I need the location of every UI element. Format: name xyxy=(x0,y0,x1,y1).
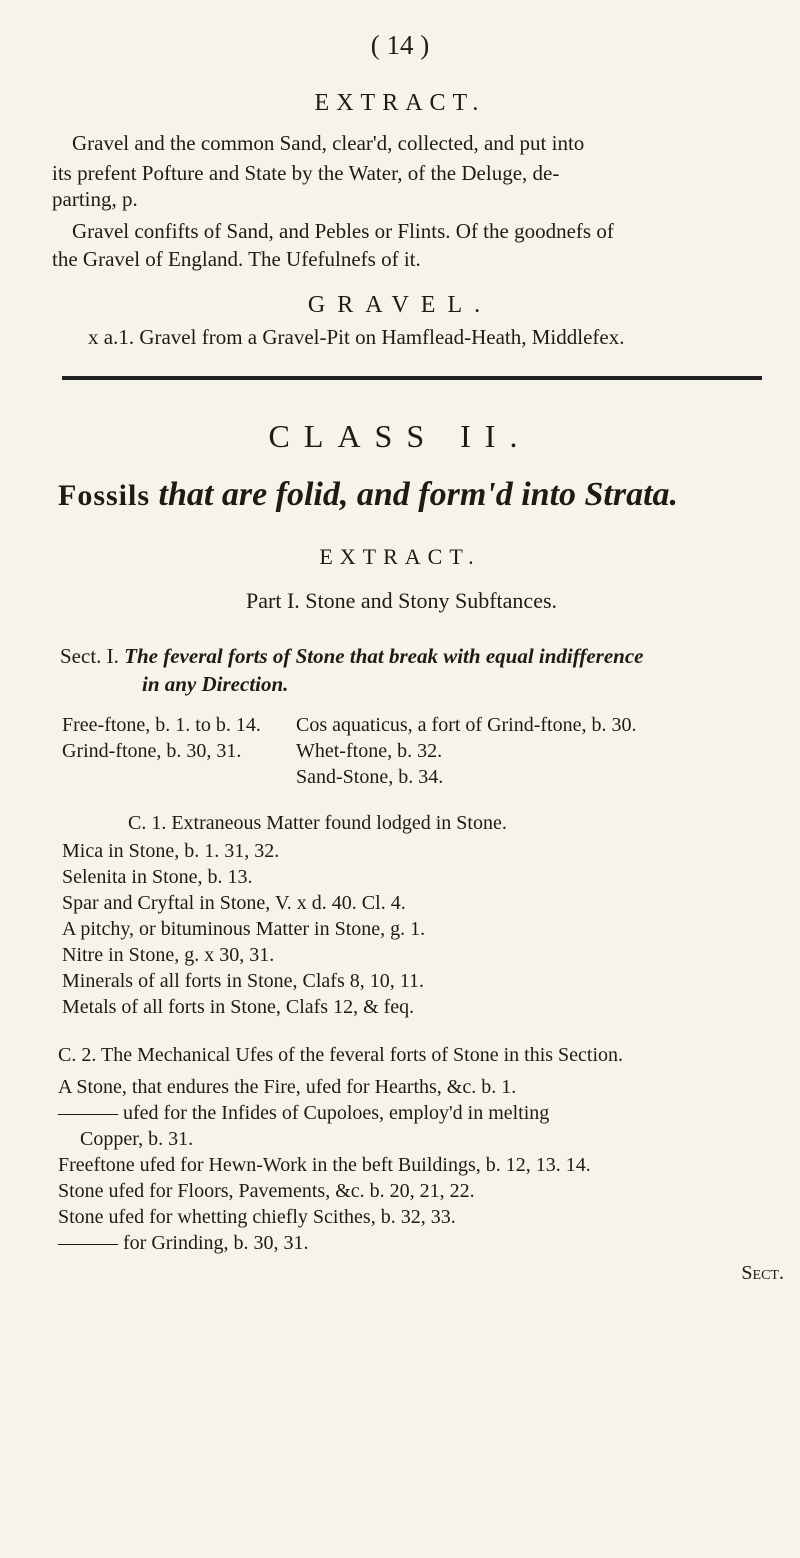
stone-item: Sand-Stone, b. 34. xyxy=(296,766,444,788)
c2-item: Stone ufed for Floors, Pavements, &c. b. 20, 21, 22. xyxy=(58,1180,475,1202)
c2-item: ——— ufed for the Infides of Cupoloes, employ'd in melting xyxy=(58,1102,550,1124)
gravel-line-1: Gravel and the common Sand, clear'd, collected, and put into xyxy=(72,131,585,155)
c2-item: Stone ufed for whetting chiefly Scithes, b. 32, 33. xyxy=(58,1206,456,1228)
stone-item: Cos aquaticus, a fort of Grind-ftone, b. 30. xyxy=(296,714,637,736)
section-divider xyxy=(62,376,762,380)
catchword: Sect. xyxy=(741,1262,784,1284)
gravel-item: x a.1. Gravel from a Gravel-Pit on Hamflead-Heath, Middlefex. xyxy=(88,325,625,349)
stone-item: Free-ftone, b. 1. to b. 14. xyxy=(62,714,261,736)
c2-item: Copper, b. 31. xyxy=(80,1128,194,1150)
c1-item: Nitre in Stone, g. x 30, 31. xyxy=(62,944,275,966)
c1-heading: C. 1. Extraneous Matter found lodged in Stone. xyxy=(128,812,507,834)
sect1-line-2 xyxy=(142,672,288,697)
page-number: ( 14 ) xyxy=(370,30,430,60)
c2-heading: C. 2. The Mechanical Ufes of the feveral forts of Stone in this Section. xyxy=(58,1044,624,1066)
sect1-title-2: in any Direction. xyxy=(142,672,289,696)
c2-item: A Stone, that endures the Fire, ufed for Hearths, &c. b. 1. xyxy=(58,1076,517,1098)
sect1-label: Sect. I. xyxy=(60,644,119,668)
c1-item: Metals of all forts in Stone, Clafs 12, & feq. xyxy=(62,996,415,1018)
stone-item: Whet-ftone, b. 32. xyxy=(296,740,443,762)
part-heading: Part I. Stone and Stony Subftances. xyxy=(246,588,558,613)
c2-item: Freeftone ufed for Hewn-Work in the beft Buildings, b. 12, 13. 14. xyxy=(58,1154,591,1176)
class-title-lead: Fossils xyxy=(58,479,151,512)
class-title xyxy=(58,476,678,514)
class-title-rest: that are folid, and form'd into Strata. xyxy=(150,476,679,513)
stone-item: Grind-ftone, b. 30, 31. xyxy=(62,740,242,762)
class-heading: CLASS II. xyxy=(268,418,532,454)
extract-heading-2: EXTRACT. xyxy=(319,544,481,569)
gravel-heading: GRAVEL. xyxy=(307,292,493,318)
c1-item: Spar and Cryftal in Stone, V. x d. 40. Cl. 4. xyxy=(62,892,406,914)
c1-item: Selenita in Stone, b. 13. xyxy=(62,866,253,888)
gravel-line-5: the Gravel of England. The Ufefulnefs of it. xyxy=(52,247,421,271)
c2-item: ——— for Grinding, b. 30, 31. xyxy=(58,1232,309,1254)
c1-item: Minerals of all forts in Stone, Clafs 8, 10, 11. xyxy=(62,970,424,992)
c1-item: A pitchy, or bituminous Matter in Stone, g. 1. xyxy=(62,918,426,940)
gravel-line-3: parting, p. xyxy=(52,187,138,211)
sect1-title-1: The feveral forts of Stone that break with equal indifference xyxy=(124,644,644,668)
gravel-line-2: its prefent Pofture and State by the Water, of the Deluge, de- xyxy=(52,161,560,185)
extract-heading: EXTRACT. xyxy=(314,90,486,116)
gravel-line-4: Gravel confifts of Sand, and Pebles or Flints. Of the goodnefs of xyxy=(72,219,614,243)
sect1-line-1 xyxy=(60,644,644,669)
c1-item: Mica in Stone, b. 1. 31, 32. xyxy=(62,840,280,862)
